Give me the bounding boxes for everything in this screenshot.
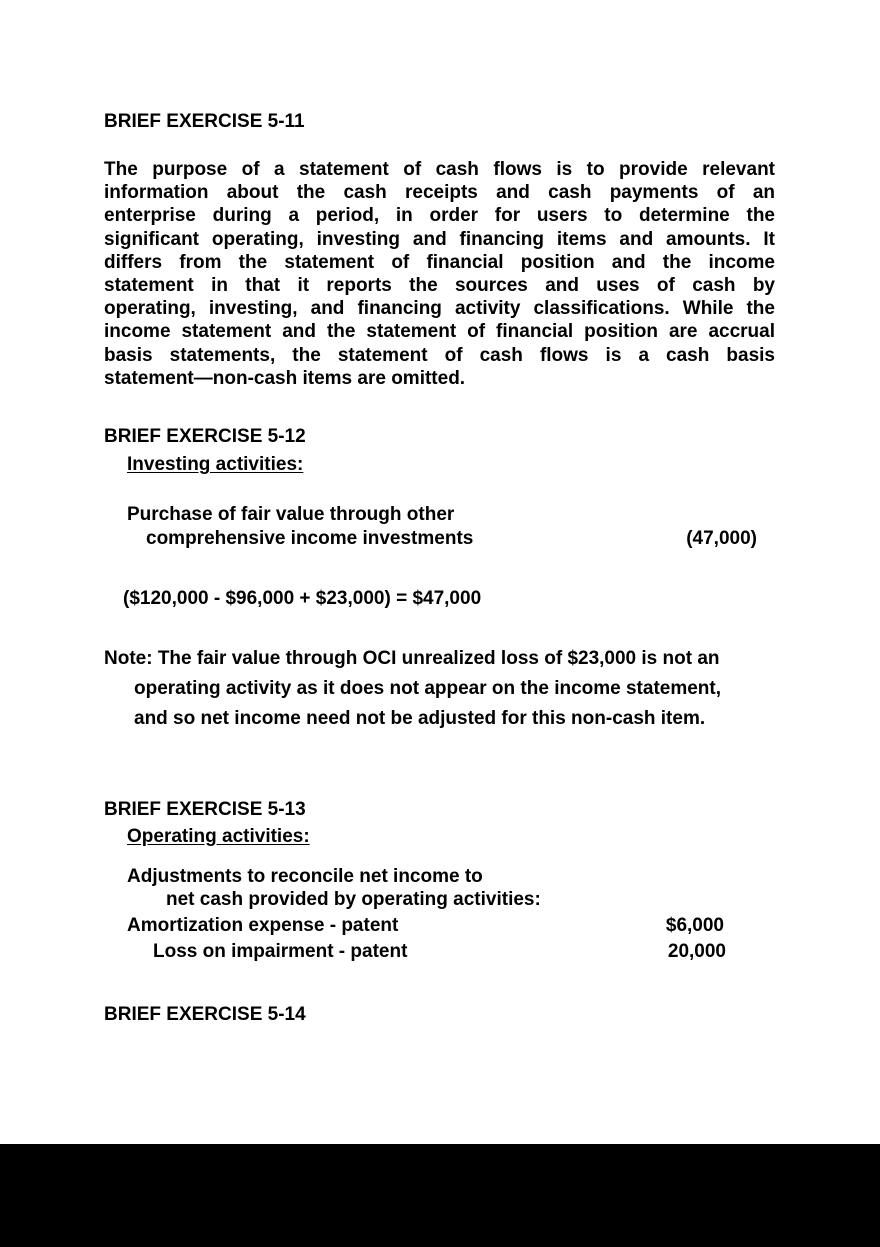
investing-item-amount: (47,000) (686, 528, 757, 549)
heading-be-5-13: BRIEF EXERCISE 5-13 (104, 799, 306, 820)
paragraph-line: differs from the statement of financial position and the income (104, 251, 775, 273)
investing-item-line1: Purchase of fair value through other (127, 504, 455, 525)
subheading-operating-activities: Operating activities: (127, 826, 310, 847)
operating-item-label: Amortization expense - patent (127, 915, 399, 936)
operating-item-amount: $6,000 (665, 915, 724, 936)
paragraph-line: basis statements, the statement of cash flows is a cash basis (104, 344, 775, 366)
paragraph-line: statement in that it reports the sources and uses of cash by (104, 275, 775, 297)
investing-item-line2: comprehensive income investments (146, 528, 474, 549)
note-line: Note: The fair value through OCI unrealized loss of $23,000 is not an (104, 648, 720, 669)
paragraph-line: The purpose of a statement of cash flows is to provide relevant (104, 159, 775, 180)
bottom-black-bar (0, 1144, 880, 1247)
paragraph-be-5-11 (104, 158, 775, 390)
calculation-line: ($120,000 - $96,000 + $23,000) = $47,000 (123, 588, 482, 609)
subheading-investing-activities: Investing activities: (127, 454, 304, 475)
note-line: operating activity as it does not appear on the income statement, (134, 678, 722, 699)
heading-be-5-12: BRIEF EXERCISE 5-12 (104, 426, 306, 447)
adjustments-line2: net cash provided by operating activities: (166, 889, 541, 910)
paragraph-line: enterprise during a period, in order for users to determine the (104, 205, 775, 227)
paragraph-line: significant operating, investing and financing items and amounts. It (104, 228, 775, 250)
operating-item-label: Loss on impairment - patent (153, 941, 408, 962)
paragraph-line: operating, investing, and financing activity classifications. While the (104, 298, 775, 320)
paragraph-line: information about the cash receipts and cash payments of an (104, 182, 775, 204)
paragraph-line: income statement and the statement of financial position are accrual (104, 321, 775, 343)
note-line: and so net income need not be adjusted for this non-cash item. (134, 708, 706, 729)
operating-item-amount: 20,000 (667, 941, 726, 962)
paragraph-line: statement—non-cash items are omitted. (104, 367, 466, 389)
heading-be-5-14: BRIEF EXERCISE 5-14 (104, 1004, 306, 1025)
adjustments-line1: Adjustments to reconcile net income to (127, 866, 483, 887)
heading-be-5-11: BRIEF EXERCISE 5-11 (104, 111, 305, 132)
